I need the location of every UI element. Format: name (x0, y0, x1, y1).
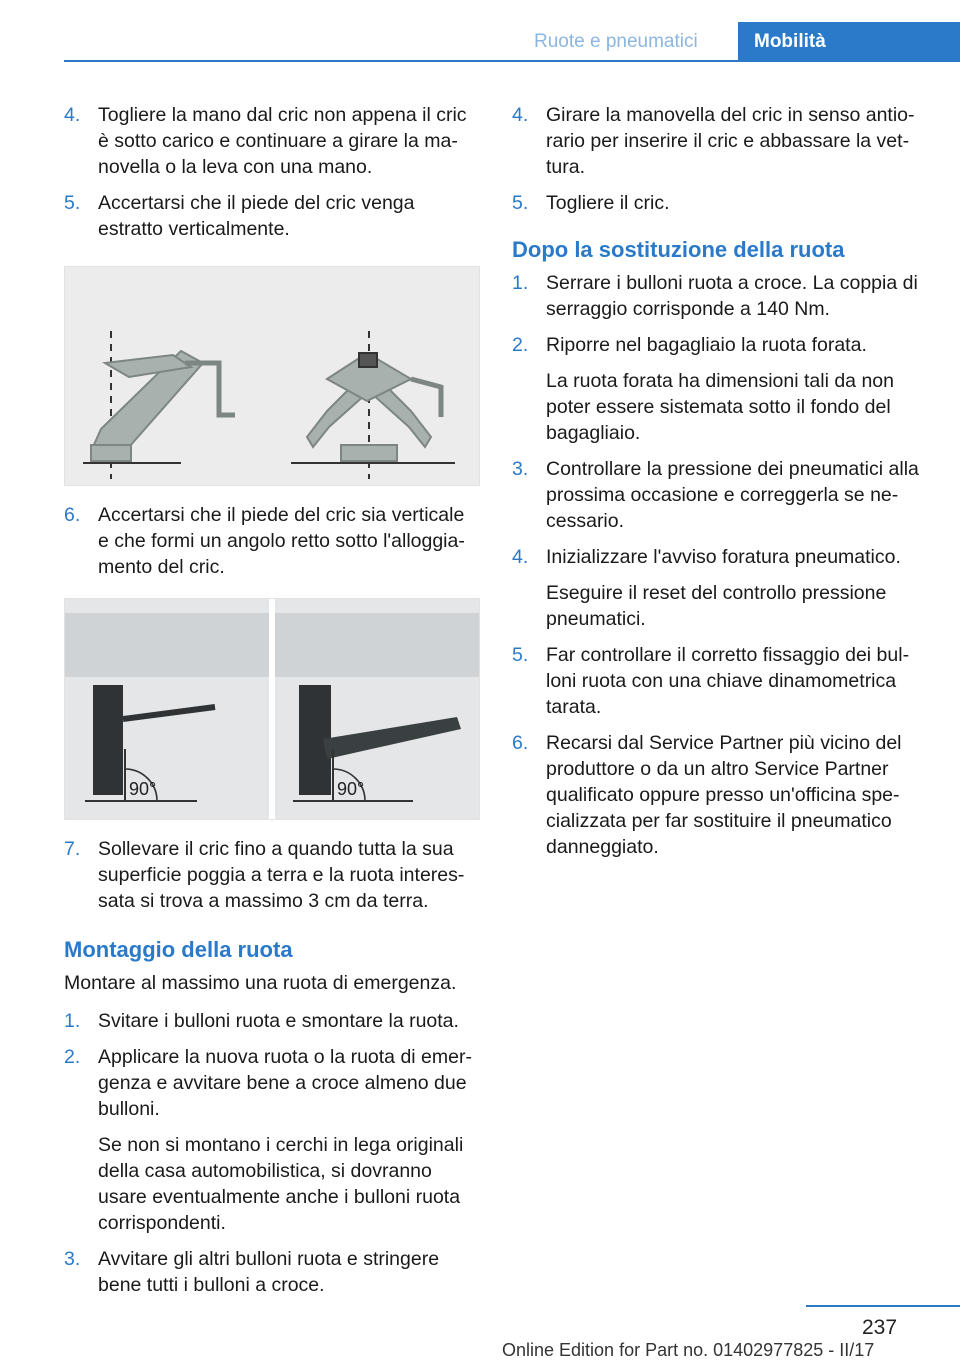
step-text: Applicare la nuova ruota o la ruota di emergenza e avvitare bene a croce almeno due bulloni. (98, 1046, 472, 1120)
step-text: Togliere il cric. (546, 192, 670, 214)
step-text: Girare la manovella del cric in senso antiorario per inserire il cric e abbassare la vettura. (546, 104, 915, 178)
step-number: 2. (64, 1046, 81, 1068)
steps-lowering-jack (64, 102, 478, 242)
header-rule (64, 60, 960, 62)
step-number: 3. (64, 1248, 81, 1270)
angle-label-right: 90° (337, 779, 365, 799)
numbered-step (64, 502, 478, 580)
numbered-step (64, 836, 478, 914)
step-number: 1. (64, 1010, 81, 1032)
numbered-step (512, 190, 932, 216)
numbered-step (64, 1008, 478, 1034)
step-text: Accertarsi che il piede del cric sia verticale e che formi un angolo retto sotto l'alloggiamento del cric. (98, 504, 465, 578)
left-column (64, 102, 478, 1308)
step-text: Controllare la pressione dei pneumatici alla prossima occasione e correggerla se necessario. (546, 458, 919, 532)
step-text: Eseguire il reset del controllo pressione pneumatici. (546, 582, 887, 630)
step-number: 2. (512, 334, 529, 356)
jack-illustration (65, 267, 479, 485)
heading-montaggio: Montaggio della ruota (64, 937, 293, 962)
numbered-step (64, 1044, 478, 1236)
numbered-step (512, 102, 932, 180)
step-text: Svitare i bulloni ruota e smontare la ruota. (98, 1010, 459, 1032)
numbered-step (64, 190, 478, 242)
numbered-step (512, 456, 932, 534)
step-number: 5. (512, 644, 529, 666)
footer-edition: Online Edition for Part no. 01402977825 - II/17 (502, 1340, 875, 1360)
step-text: Sollevare il cric fino a quando tutta la sua superficie poggia a terra e la ruota interessata si trova a massimo 3 cm da terra. (98, 838, 465, 912)
step-text: Accertarsi che il piede del cric venga estratto verticalmente. (98, 192, 415, 240)
figure-jack-vertical (64, 266, 480, 486)
step-text: Avvitare gli altri bulloni ruota e stringere bene tutti i bulloni a croce. (98, 1248, 440, 1296)
numbered-step (512, 270, 932, 322)
numbered-step (512, 642, 932, 720)
footer-rule (806, 1305, 960, 1307)
figure-jack-right-angle (64, 598, 480, 820)
step-number: 3. (512, 458, 529, 480)
step-number: 6. (512, 732, 529, 754)
numbered-step (512, 332, 932, 446)
steps-mounting (64, 1008, 478, 1298)
step-text: Far controllare il corretto fissaggio dei bulloni ruota con una chiave dinamometrica tarata. (546, 644, 910, 718)
step-text: Riporre nel bagagliaio la ruota forata. (546, 334, 867, 356)
step-number: 4. (512, 546, 529, 568)
steps-lower-vehicle (512, 102, 932, 216)
steps-after-change (512, 270, 932, 860)
step-text: La ruota forata ha dimensioni tali da non poter essere sistemata sotto il fondo del bagagliaio. (546, 370, 894, 444)
step-text: Togliere la mano dal cric non appena il cric è sotto carico e continuare a girare la manovella o la leva con una mano. (98, 104, 467, 178)
header-section-title: Ruote e pneumatici (534, 31, 698, 52)
step-number: 5. (512, 192, 529, 214)
step-text: Se non si montano i cerchi in lega originali della casa automobilistica, si dovranno usare eventualmente anche i bulloni ruota corrispondenti. (98, 1134, 464, 1234)
numbered-step (512, 544, 932, 632)
step-number: 1. (512, 272, 529, 294)
heading-dopo-sostituzione: Dopo la sostituzione della ruota (512, 237, 845, 262)
right-column (512, 102, 932, 870)
step-number: 4. (512, 104, 529, 126)
step-text: Recarsi dal Service Partner più vicino del produttore o da un altro Service Partner qualificato oppure presso un'officina specializzata per far sostituire il pneumatico danneggiato. (546, 732, 902, 858)
page-number: 237 (862, 1316, 898, 1339)
step-number: 5. (64, 192, 81, 214)
right-angle-photo (65, 599, 479, 819)
step-number: 4. (64, 104, 81, 126)
header-chapter-tab: Mobilità (738, 22, 960, 62)
steps-jack-foot (64, 502, 478, 580)
step-text: Inizializzare l'avviso foratura pneumatico. (546, 546, 901, 568)
numbered-step (64, 1246, 478, 1298)
step-number: 6. (64, 504, 81, 526)
step-number: 7. (64, 838, 81, 860)
numbered-step (512, 730, 932, 860)
numbered-step (64, 102, 478, 180)
angle-label-left: 90° (129, 779, 157, 799)
steps-raise-jack (64, 836, 478, 914)
intro-montaggio: Montare al massimo una ruota di emergenza. (64, 972, 457, 994)
step-text: Serrare i bulloni ruota a croce. La coppia di serraggio corrisponde a 140 Nm. (546, 272, 918, 320)
